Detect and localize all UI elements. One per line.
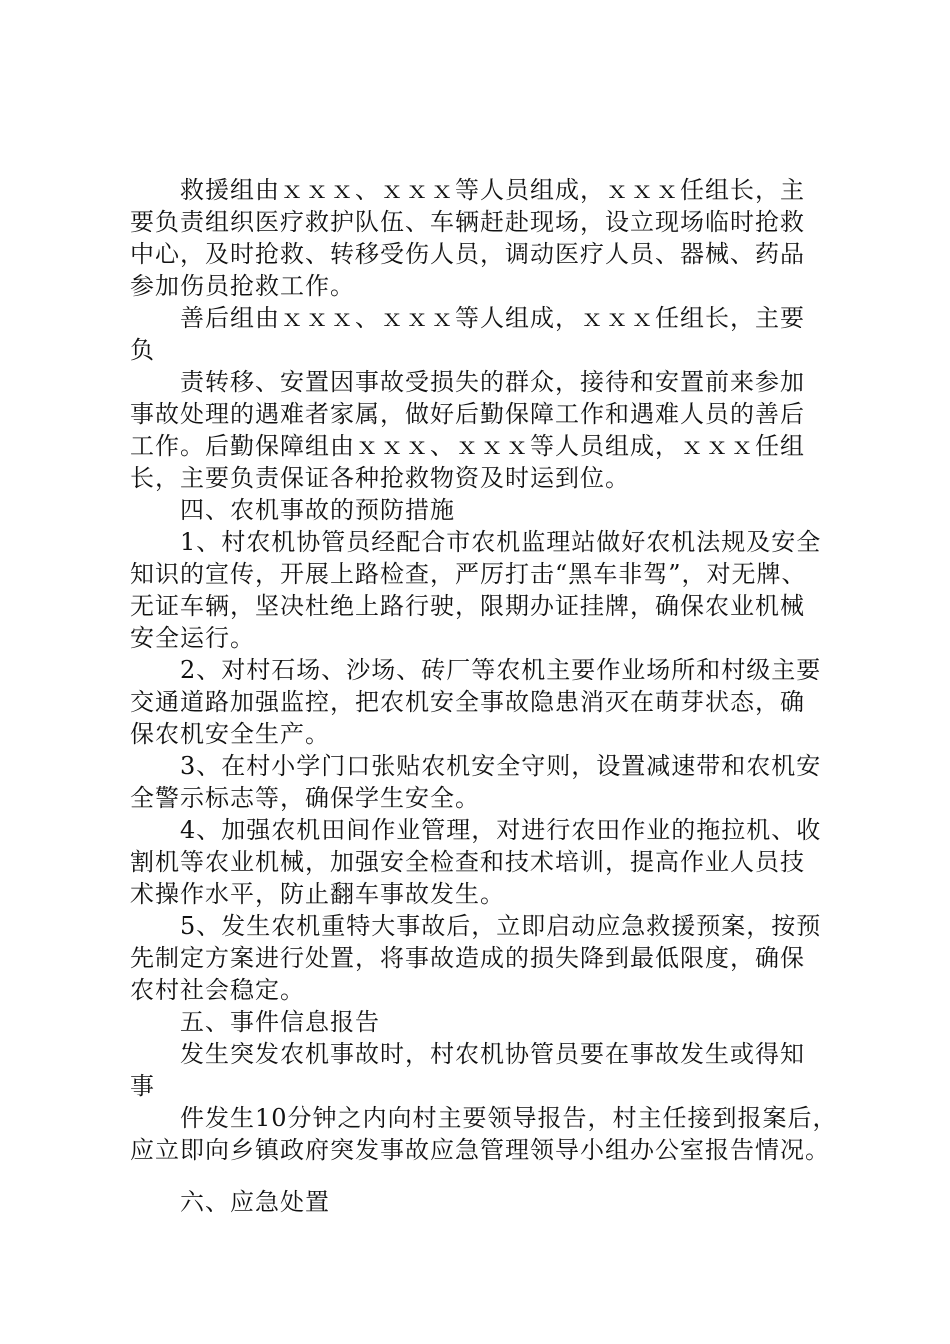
text-line: 术操作水平，防止翻车事故发生。: [130, 880, 505, 908]
text-line: 保农机安全生产。: [130, 720, 330, 748]
section-heading: 五、事件信息报告: [180, 1008, 380, 1036]
text-line: 应立即向乡镇政府突发事故应急管理领导小组办公室报告情况。: [130, 1136, 830, 1164]
text-line: 割机等农业机械，加强安全检查和技术培训，提高作业人员技: [130, 848, 805, 876]
text-line: 1、村农机协管员经配合市农机监理站做好农机法规及安全: [180, 528, 822, 556]
text-line: 先制定方案进行处置，将事故造成的损失降到最低限度，确保: [130, 944, 805, 972]
text-line: 负: [130, 336, 155, 364]
text-line: 中心，及时抢救、转移受伤人员，调动医疗人员、器械、药品: [130, 240, 805, 268]
text-line: 无证车辆，坚决杜绝上路行驶，限期办证挂牌，确保农业机械: [130, 592, 805, 620]
text-line: 交通道路加强监控，把农机安全事故隐患消灭在萌芽状态，确: [130, 688, 805, 716]
text-line: 救援组由ｘｘｘ、ｘｘｘ等人员组成，ｘｘｘ任组长，主: [180, 176, 805, 204]
text-line: 责转移、安置因事故受损失的群众，接待和安置前来参加: [180, 368, 805, 396]
text-line: 事故处理的遇难者家属，做好后勤保障工作和遇难人员的善后: [130, 400, 805, 428]
text-line: 善后组由ｘｘｘ、ｘｘｘ等人组成，ｘｘｘ任组长，主要: [180, 304, 805, 332]
text-line: 要负责组织医疗救护队伍、车辆赶赴现场，设立现场临时抢救: [130, 208, 805, 236]
text-line: 全警示标志等，确保学生安全。: [130, 784, 480, 812]
section-heading: 六、应急处置: [180, 1188, 330, 1216]
text-line: 安全运行。: [130, 624, 255, 652]
text-line: 长，主要负责保证各种抢救物资及时运到位。: [130, 464, 630, 492]
text-line: 参加伤员抢救工作。: [130, 272, 355, 300]
text-line: 5、发生农机重特大事故后，立即启动应急救援预案，按预: [180, 912, 822, 940]
text-line: 2、对村石场、沙场、砖厂等农机主要作业场所和村级主要: [180, 656, 822, 684]
section-heading: 四、农机事故的预防措施: [180, 496, 455, 524]
text-line: 知识的宣传，开展上路检查，严厉打击“黑车非驾”，对无牌、: [130, 560, 807, 588]
text-line: 4、加强农机田间作业管理，对进行农田作业的拖拉机、收: [180, 816, 822, 844]
text-line: 事: [130, 1072, 155, 1100]
text-line: 工作。后勤保障组由ｘｘｘ、ｘｘｘ等人员组成，ｘｘｘ任组: [130, 432, 805, 460]
text-line: 农村社会稳定。: [130, 976, 305, 1004]
text-line: 件发生10分钟之内向村主要领导报告，村主任接到报案后，: [180, 1104, 838, 1132]
text-line: 发生突发农机事故时，村农机协管员要在事故发生或得知: [180, 1040, 805, 1068]
text-line: 3、在村小学门口张贴农机安全守则，设置减速带和农机安: [180, 752, 822, 780]
